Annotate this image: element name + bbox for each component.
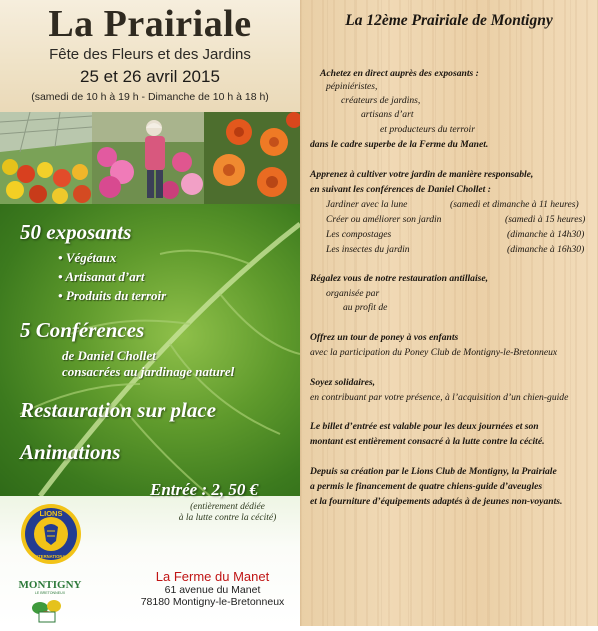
event-title: La Prairiale <box>48 3 252 45</box>
details-title: La 12ème Prairiale de Montigny <box>345 12 553 29</box>
greenhouse-photo <box>0 112 92 204</box>
conferences-topic: consacrées au jardinage naturel <box>62 364 235 379</box>
conference-topic: Créer ou améliorer son jardin <box>326 214 442 225</box>
entry-price: Entrée : 2, 50 € <box>150 480 259 499</box>
venue-name: La Ferme du Manet <box>155 569 270 584</box>
item-label: Végétaux <box>65 250 117 265</box>
buy-direct-line: Achetez en direct auprès des exposants : <box>320 68 479 79</box>
vendor-producers: et producteurs du terroir <box>380 124 475 135</box>
item-label: Produits du terroir <box>65 288 167 303</box>
details-panel <box>300 0 598 626</box>
food-line: Régalez vous de notre restauration antillaise, <box>310 273 489 284</box>
conference-time: (samedi et dimanche à 11 heures) <box>450 199 579 210</box>
venue-line: dans le cadre superbe de la Ferme du Manet. <box>310 139 489 150</box>
left-panel <box>0 0 300 626</box>
conference-time: (samedi à 15 heures) <box>505 214 586 225</box>
food-organised-by: organisée par <box>326 288 380 299</box>
montigny-logo-text: MONTIGNY <box>18 579 82 591</box>
venue-city: 78180 Montigny-le-Bretonneux <box>140 596 285 608</box>
montigny-logo <box>10 576 90 631</box>
entry-note-line1: (entièrement dédiée <box>190 502 265 512</box>
animations-heading: Animations <box>20 440 121 464</box>
item-vegetaux: • Végétaux <box>58 250 117 265</box>
conference-time: (dimanche à 14h30) <box>507 229 585 240</box>
entry-note <box>160 502 295 524</box>
event-hours: (samedi de 10 h à 19 h - Dimanche de 10 h à 18 h) <box>31 91 269 103</box>
conferences-intro: en suivant les conférences de Daniel Chollet : <box>310 184 491 195</box>
conference-topic: Jardiner avec la lune <box>326 199 408 210</box>
lions-logo-subtext: INTERNATIONAL <box>34 554 68 559</box>
conferences-author: de Daniel Chollet <box>62 348 156 363</box>
restauration-heading: Restauration sur place <box>20 398 217 422</box>
gardener-photo <box>92 112 204 204</box>
ticket-line2: montant est entièrement consacré à la lutte contre la cécité. <box>310 436 545 447</box>
pony-line: Offrez un tour de poney à vos enfants <box>310 332 459 343</box>
highlights-panel <box>0 204 300 496</box>
history-line2: a permis le financement de quatre chiens-guide d’aveugles <box>310 481 543 492</box>
event-subtitle: Fête des Fleurs et des Jardins <box>49 46 251 63</box>
history-line3: et la fourniture d’équipements adaptés à de jeunes non-voyants. <box>310 496 563 507</box>
item-label: Artisanat d’art <box>65 269 145 284</box>
history-line1: Depuis sa création par le Lions Club de Montigny, la Prairiale <box>310 466 557 477</box>
flower-photos <box>0 112 300 204</box>
conferences-heading: 5 Conférences <box>20 318 145 342</box>
item-artisanat: • Artisanat d’art <box>58 269 145 284</box>
venue-street: 61 avenue du Manet <box>164 584 261 596</box>
guide-dog-line: en contribuant par votre présence, à l’acquisition d’un chien-guide <box>310 392 569 403</box>
venue-address <box>125 569 300 608</box>
lions-logo-text: LIONS <box>39 509 63 518</box>
montigny-logo-subtext: LE BRETONNEUX <box>34 591 66 595</box>
exposants-heading: 50 exposants <box>20 220 132 244</box>
learn-line: Apprenez à cultiver votre jardin de manière responsable, <box>310 169 534 180</box>
dahlia-photo <box>204 112 300 204</box>
food-benefit: au profit de <box>343 302 388 313</box>
ticket-line1: Le billet d’entrée est valable pour les deux journées et son <box>310 421 539 432</box>
conference-topic: Les insectes du jardin <box>326 244 410 255</box>
event-dates: 25 et 26 avril 2015 <box>80 67 220 86</box>
entry-note-line2: à la lutte contre la cécité) <box>178 513 277 523</box>
vendor-artisans: artisans d’art <box>361 109 414 120</box>
conference-time: (dimanche à 16h30) <box>507 244 585 255</box>
vendor-garden-creators: créateurs de jardins, <box>341 95 421 106</box>
vendor-nurseries: pépiniéristes, <box>326 81 378 92</box>
lions-club-logo <box>20 503 82 570</box>
pony-club-line: avec la participation du Poney Club de Montigny-le-Bretonneux <box>310 347 558 358</box>
item-produits: • Produits du terroir <box>58 288 167 303</box>
solidarity-line: Soyez solidaires, <box>310 377 376 388</box>
event-header <box>0 0 300 112</box>
conference-topic: Les compostages <box>326 229 392 240</box>
